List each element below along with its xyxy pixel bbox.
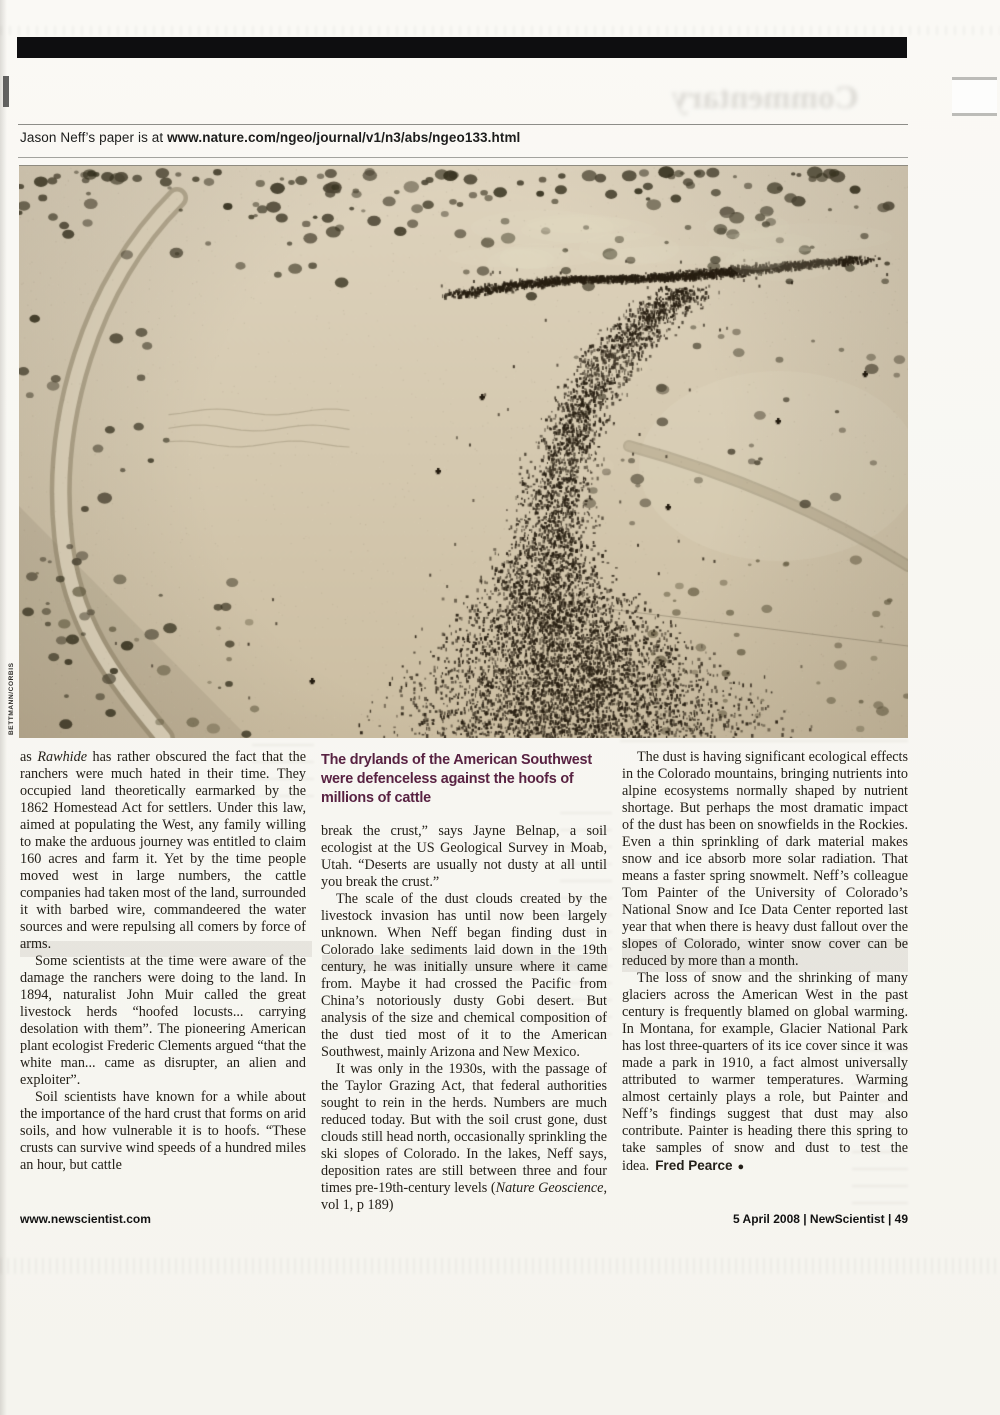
body-paragraph: Some scientists at the time were aware of the damage the ranchers were doing to the land. In 1894, naturalist John Muir called the great livestock herds “hoofed locusts... carrying desolation with them”. The pioneering American plant ecologist Frederic Clements argued “that the white man... came as disrupter, an alien and exploiter”. — [20, 953, 306, 1088]
paragraph-text: , vol 1, p 189) — [321, 1180, 607, 1213]
paper-reference-url[interactable]: www.nature.com/ngeo/journal/v1/n3/abs/ngeo133.html — [167, 130, 521, 145]
body-paragraph — [20, 749, 306, 953]
body-paragraph: break the crust,” says Jayne Belnap, a soil ecologist at the US Geological Survey in Moab, Utah. “Deserts are usually not dusty at all until you break the crust.” — [321, 823, 607, 890]
journal-title: Nature Geoscience — [495, 1180, 604, 1196]
cattle-drive-photo — [19, 165, 908, 738]
corner-frame — [952, 77, 997, 116]
scan-noise-top — [0, 26, 1000, 35]
section-masthead-bar — [17, 37, 907, 58]
body-paragraph — [321, 1061, 607, 1214]
author-byline: Fred Pearce — [655, 1158, 733, 1173]
paragraph-text: as — [20, 749, 38, 765]
photo-credit: BETTMANN/CORBIS — [8, 662, 15, 735]
end-of-article-dot: ● — [737, 1161, 745, 1173]
body-paragraph: The dust is having significant ecological effects in the Colorado mountains, bringing nutrients into alpine ecosystems normally shaped by nutrient shortage. But perhaps the most dramatic impact of the dust has been on snowfields in the Rockies. Even a thin sprinkling of dark material makes snow and ice absorb more solar radiation. That means a faster spring snowmelt. Neff’s colleague Tom Painter of the University of Colorado’s National Snow and Ice Data Center reported last year that when there is heavy dust fallout over the slopes of Colorado, winter snow cover can be reduced by more than a month. — [622, 749, 908, 969]
paper-reference-line — [20, 130, 520, 145]
article-column-1 — [20, 749, 306, 1214]
paper-reference-label: Jason Neff’s paper is at — [20, 130, 168, 145]
article-body — [20, 749, 908, 1214]
scan-noise-bottom — [0, 1258, 1000, 1274]
body-paragraph: Soil scientists have known for a while about the importance of the hard crust that forms on arid soils, and how vulnerable it is to hoofs. “These crusts can survive wind speeds of a hundred miles an hour, but cattle — [20, 1089, 306, 1173]
cattle-drive-photo-canvas — [19, 166, 908, 738]
article-column-2 — [321, 749, 607, 1214]
standfirst-heading: The drylands of the American Southwest were defenceless against the hoofs of millions of cattle — [321, 752, 592, 806]
article-column-3 — [622, 749, 908, 1214]
italic-title: Rawhide — [37, 749, 87, 765]
footer-site-url[interactable]: www.newscientist.com — [20, 1212, 151, 1226]
header-rule-bottom — [18, 157, 908, 158]
paragraph-text: It was only in the 1930s, with the passage of the Taylor Grazing Act, that federal authorities sought to rein in the herds. Numbers are much reduced today. But with the soil crust gone, dust clouds still head north, occasionally sprinkling the ski slopes of Colorado. In the lakes, Neff says, deposition rates are still between three and four times pre-19th-century levels ( — [321, 1061, 607, 1196]
paragraph-text: has rather obscured the fact that the ranchers were much hated in their time. They occupied land theoretically earmarked by the 1862 Homestead Act for settlers. Under this law, aimed at populating the West, any family willing to make the arduous journey was entitled to claim 160 acres and farm it. Yet by the time people moved west in large numbers, the cattle companies had taken most of the land, surrounded it with barbed wire, commandeered the water sources and were repulsing all comers by force of arms. — [20, 749, 307, 952]
body-paragraph — [622, 970, 908, 1176]
header-rule-top — [18, 124, 908, 125]
footer-issue-info: 5 April 2008 | NewScientist | 49 — [732, 1212, 908, 1226]
bleed-through-section-title: Commentary — [671, 80, 859, 116]
paragraph-text: The loss of snow and the shrinking of many glaciers across the American West in the past century is frequently blamed on global warming. In Montana, for example, Glacier National Park has lost three-quarters of its ice cover since it was made a park in 1910, a fact almost universally attributed to warmer temperatures. Warming almost certainly plays a role, but Painter and Neff’s findings suggest that dust may also contribute. Painter is heading there this spring to take samples of snow and dust to test the idea. — [622, 970, 908, 1174]
body-paragraph: The scale of the dust clouds created by the livestock invasion has until now been largely unknown. When Neff began finding dust in Colorado lake sediments laid down in the 19th century, he was initially unsure where it came from. Maybe it had crossed the Pacific from China’s notoriously dusty Gobi desert. But analysis of the size and chemical composition of the dust tied most of it to the American Southwest, mainly Arizona and New Mexico. — [321, 891, 607, 1060]
scan-edge-shadow — [0, 0, 7, 1415]
crop-mark — [3, 76, 9, 107]
